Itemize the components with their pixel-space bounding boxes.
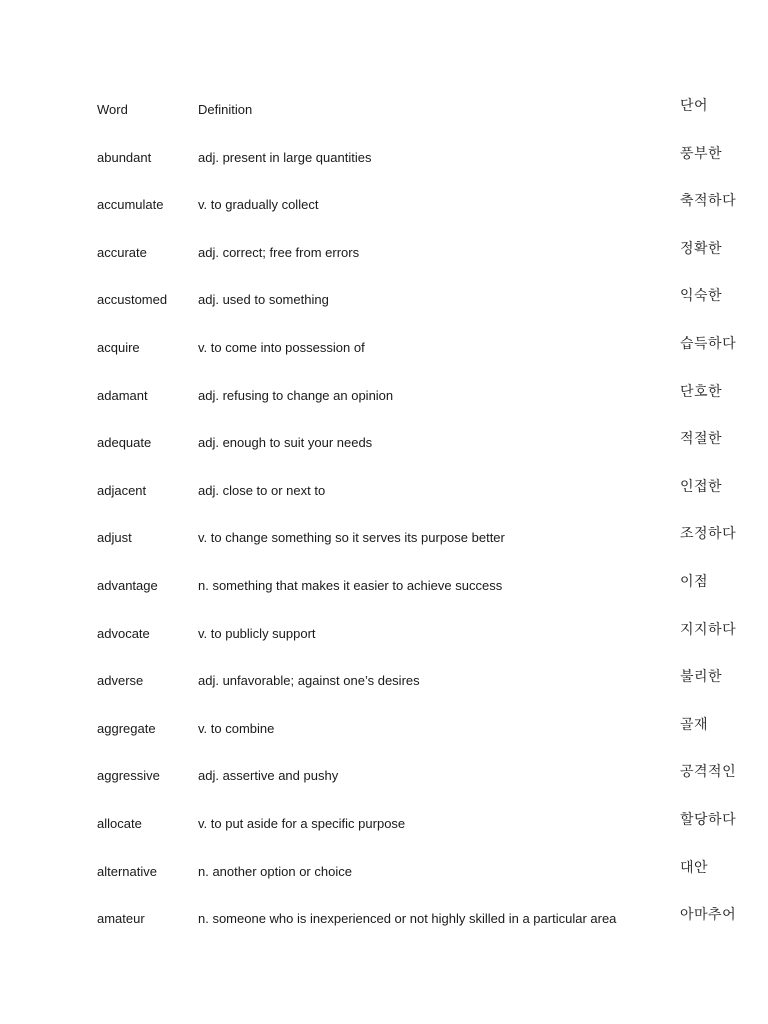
word-cell: advantage [97,577,158,593]
word-cell: allocate [97,815,142,831]
vocabulary-row [97,136,757,184]
vocabulary-row [97,326,757,374]
word-cell: abundant [97,149,152,165]
definition-cell: n. someone who is inexperienced or not highly skilled in a particular area [198,911,617,927]
korean-cell: 이점 [680,573,709,590]
vocabulary-row [97,231,757,279]
definition-cell: adj. refusing to change an opinion [198,387,394,403]
word-cell: aggregate [97,720,156,736]
definition-cell: adj. close to or next to [198,482,326,498]
definition-cell: v. to change something so it serves its purpose better [198,530,505,546]
word-cell: accustomed [97,292,168,308]
korean-cell: 아마추어 [680,907,737,924]
word-cell: amateur [97,911,145,927]
vocabulary-row [97,564,757,612]
word-cell: adamant [97,387,148,403]
korean-cell: 불리한 [680,669,723,686]
word-cell: accumulate [97,197,164,213]
word-cell: aggressive [97,768,160,784]
header-definition: Definition [198,102,253,117]
word-cell: adequate [97,435,152,451]
vocabulary-row [97,421,757,469]
vocabulary-row [97,278,757,326]
word-cell: adjust [97,530,132,546]
vocabulary-row [97,612,757,660]
vocabulary-row [97,659,757,707]
korean-cell: 정확한 [680,240,723,257]
vocabulary-row [97,469,757,517]
word-cell: advocate [97,625,150,641]
definition-cell: n. another option or choice [198,863,352,879]
vocabulary-row [97,850,757,898]
word-cell: acquire [97,339,140,355]
definition-cell: n. something that makes it easier to achieve success [198,577,503,593]
vocabulary-row [97,707,757,755]
definition-cell: v. to publicly support [198,625,316,641]
korean-cell: 단호한 [680,383,723,400]
vocabulary-row [97,754,757,802]
korean-cell: 축적하다 [680,193,737,210]
korean-cell: 적절한 [680,431,723,448]
korean-cell: 할당하다 [680,811,737,828]
korean-cell: 습득하다 [680,335,737,352]
definition-cell: adj. assertive and pushy [198,768,339,784]
vocabulary-row [97,897,757,945]
word-cell: adverse [97,673,144,689]
definition-cell: adj. enough to suit your needs [198,435,373,451]
header-korean: 단어 [680,98,709,114]
word-cell: accurate [97,244,147,260]
word-cell: alternative [97,863,157,879]
definition-cell: adj. present in large quantities [198,149,372,165]
korean-cell: 익숙한 [680,288,723,305]
korean-cell: 골재 [680,716,709,733]
korean-cell: 인접한 [680,478,723,495]
header-word: Word [97,102,128,117]
definition-cell: v. to put aside for a specific purpose [198,815,406,831]
definition-cell: v. to come into possession of [198,339,365,355]
definition-cell: adj. used to something [198,292,329,308]
definition-cell: v. to combine [198,720,275,736]
vocabulary-row [97,183,757,231]
vocabulary-row [97,374,757,422]
header-row [97,88,757,136]
definition-cell: v. to gradually collect [198,197,319,213]
korean-cell: 지지하다 [680,621,737,638]
word-cell: adjacent [97,482,147,498]
korean-cell: 풍부한 [680,145,723,162]
vocabulary-row [97,802,757,850]
korean-cell: 공격적인 [680,764,737,781]
korean-cell: 대안 [680,859,709,876]
definition-cell: adj. unfavorable; against one’s desires [198,673,420,689]
vocabulary-table [97,88,757,945]
definition-cell: adj. correct; free from errors [198,244,360,260]
vocabulary-rows [97,136,757,945]
korean-cell: 조정하다 [680,526,737,543]
vocabulary-row [97,516,757,564]
